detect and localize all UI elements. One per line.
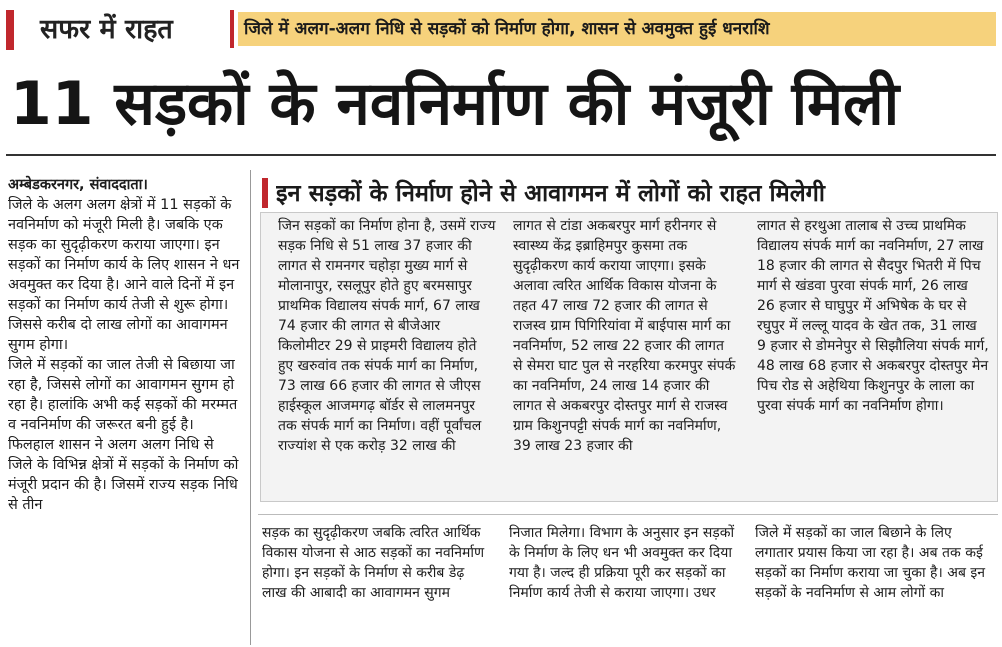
headline-rule (6, 154, 996, 156)
deck-banner: जिले में अलग-अलग निधि से सड़कों को निर्माण होगा, शासन से अवमुक्त हुई धनराशि (238, 12, 996, 46)
box-bottom-rule (258, 514, 998, 515)
left-paragraph-1: जिले के अलग अलग क्षेत्रों में 11 सड़कों के नवनिर्माण को मंजूरी मिली है। जबकि एक सड़क का सुदृढ़ीकरण कराया जाएगा। इन सड़कों का निर्माण कार्य के लिए शासन ने धन अवमुक्त कर दिया है। आने वाले दिनों में इन सड़कों का निर्माण कार्य तेजी से शुरू होगा। जिससे करीब दो लाख लोगों का आवागमन सुगम होगा। (8, 197, 240, 353)
subhead-accent-bar (262, 178, 268, 208)
column-divider (250, 170, 251, 645)
box-column-2: लागत से टांडा अकबरपुर मार्ग हरीनगर से स्वास्थ्य केंद्र इब्राहिमपुर कुसमा तक सुदृढ़ीकरण कार्य कराया जाएगा। इसके अलावा त्वरित आर्थिक विकास योजना के तहत 47 लाख 72 हजार की लागत से राजस्व ग्राम पिगिरियांवा में बाईपास मार्ग का नवनिर्माण, 52 लाख 22 हजार की लागत से सेमरा घाट पुल से नरहरिया करमपुर संपर्क का नवनिर्माण, 24 लाख 14 हजार की लागत से अकबरपुर दोस्तपुर मार्ग से राजस्व ग्राम किशुनपट्टी संपर्क मार्ग का नवनिर्माण, 39 लाख 23 हजार की (513, 218, 736, 454)
section-label: सफर में राहत (40, 14, 173, 45)
lower-column-3: जिले में सड़कों का जाल बिछाने के लिए लगातार प्रयास किया जा रहा है। अब तक कई सड़कों का निर्माण कराया जा चुका है। अब इन सड़कों के नवनिर्माण से आम लोगों का (755, 525, 986, 601)
headline: 11 सड़कों के नवनिर्माण की मंजूरी मिली (10, 69, 900, 139)
box-column-1: जिन सड़कों का निर्माण होना है, उसमें राज्य सड़क निधि से 51 लाख 37 हजार की लागत से रामनगर चहोड़ा मुख्य मार्ग से मोलानापुर, रसलूपुर होते हुए बरमसापुर प्राथमिक विद्यालय संपर्क मार्ग, 67 लाख 74 हजार की लागत से बीजेआर किलोमीटर 29 से प्राइमरी विद्यालय होते हुए खरुवांव तक संपर्क मार्ग का निर्माण, 73 लाख 66 हजार की लागत से जीएस हाईस्कूल आजमगढ़ बॉर्डर से लालमनपुर तक संपर्क मार्ग का निर्माण। वहीं पूर्वांचल राज्यांश से एक करोड़ 32 लाख की (278, 218, 496, 454)
deck-divider (230, 10, 234, 48)
lower-column-1: सड़क का सुदृढ़ीकरण जबकि त्वरित आर्थिक विकास योजना से आठ सड़कों का नवनिर्माण होगा। इन सड़कों के निर्माण से करीब डेढ़ लाख की आबादी का आवागमन सुगम (262, 525, 485, 601)
left-column (8, 175, 240, 645)
section-accent-bar (6, 10, 14, 50)
box-column-3: लागत से हरथुआ तालाब से उच्च प्राथमिक विद्यालय संपर्क मार्ग का नवनिर्माण, 27 लाख 18 हजार की लागत से सैदपुर भितरी में पिच मार्ग से खंडवा पुरवा संपर्क मार्ग, 26 लाख 26 हजार से घाघुपुर में अभिषेक के घर से रघुपुर में लल्लू यादव के खेत तक, 31 लाख 9 हजार से डोमनेपुर से सिझौलिया संपर्क मार्ग, 48 लाख 68 हजार से अकबरपुर दोस्तपुर मेन पिच रोड से अहेथिया किशुनपुर के लाला का पुरवा संपर्क मार्ग का नवनिर्माण होगा। (757, 218, 989, 414)
byline: अम्बेडकरनगर, संवाददाता। (8, 177, 148, 193)
lower-column-2: निजात मिलेगा। विभाग के अनुसार इन सड़कों के निर्माण के लिए धन भी अवमुक्त कर दिया गया है। जल्द ही प्रक्रिया पूरी कर सड़कों का निर्माण कार्य तेजी से कराया जाएगा। उधर (509, 525, 735, 601)
left-paragraph-2: जिले में सड़कों का जाल तेजी से बिछाया जा रहा है, जिससे लोगों का आवागमन सुगम हो रहा है। हालांकि अभी कई सड़कों की मरम्मत व नवनिर्माण की जरूरत बनी हुई है। फिलहाल शासन ने अलग अलग निधि से जिले के विभिन्न क्षेत्रों में सड़कों के निर्माण को मंजूरी प्रदान की है। जिसमें राज्य सड़क निधि से तीन (8, 357, 239, 513)
boxed-subhead: इन सड़कों के निर्माण होने से आवागमन में लोगों को राहत मिलेगी (276, 179, 825, 207)
